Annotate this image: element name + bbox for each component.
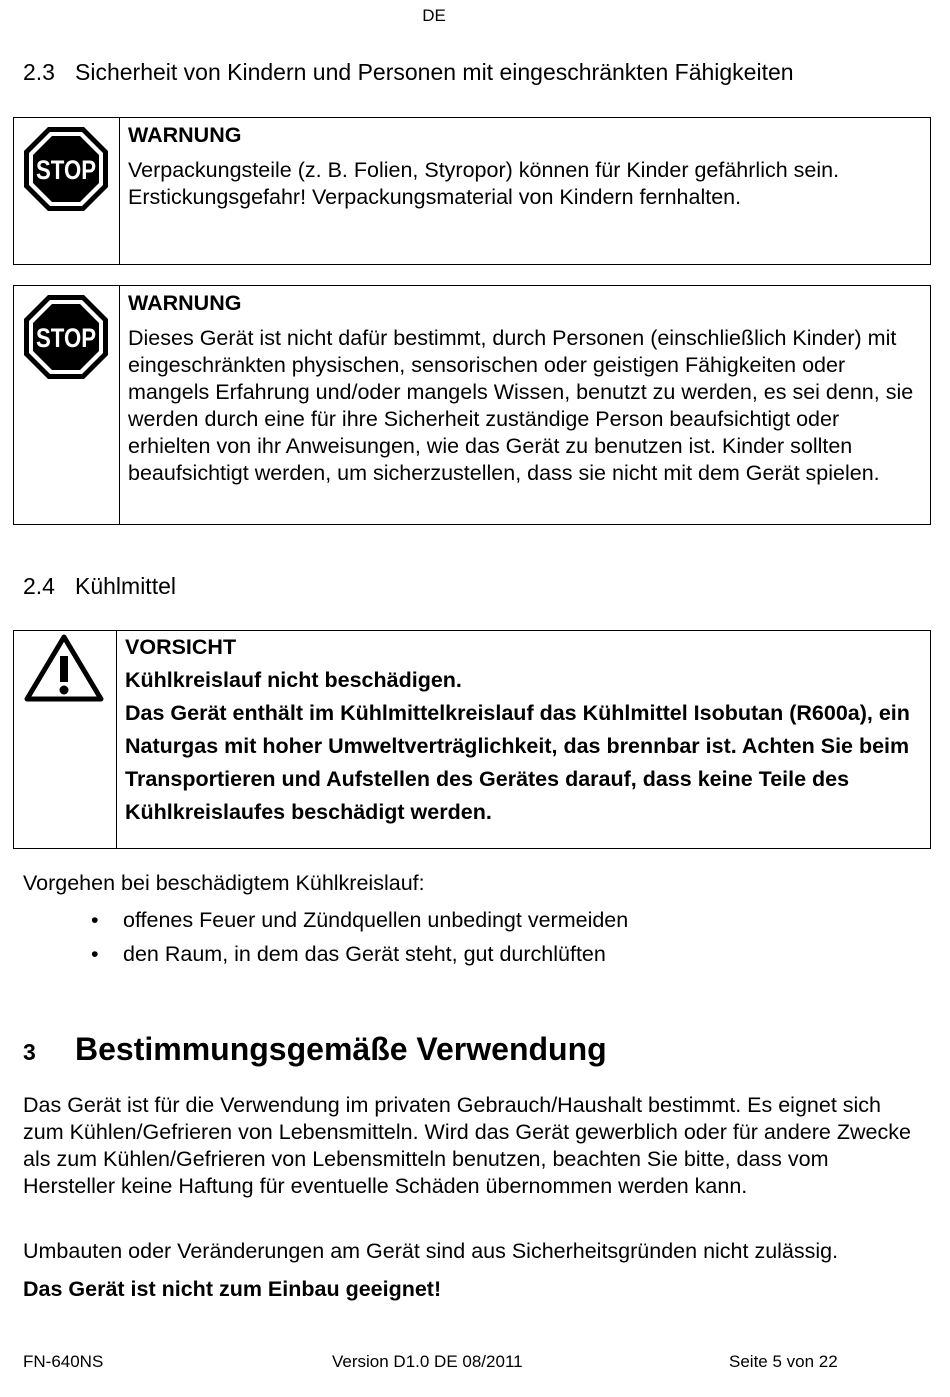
- bullet-icon: •: [91, 942, 99, 966]
- caution-box-refrigerant: [13, 630, 931, 849]
- stop-sign-icon: [23, 294, 109, 380]
- section-number: 3: [23, 1039, 36, 1065]
- footer-version: Version D1.0 DE 08/2011: [332, 1352, 523, 1371]
- warning-box-persons: [13, 285, 931, 525]
- footer-page: Seite 5 von 22: [729, 1352, 838, 1371]
- warning-icon-cell: [14, 118, 120, 264]
- usage-paragraph-1: Das Gerät ist für die Verwendung im privaten Gebrauch/Haushalt bestimmt. Es eignet sich zum Kühlen/Gefrieren von Lebensmitteln. Wird das Gerät gewerblich oder für andere Zwecke als zum Kühlen/Gefrieren von Lebensmitteln benutzen, beachten Sie bitte, dass vom Hersteller keine Haftung für eventuelle Schäden übernommen werden kann.: [23, 1093, 911, 1198]
- section-2-3-heading: [23, 59, 794, 86]
- caution-line1: Kühlkreislauf nicht beschädigen.: [125, 668, 462, 692]
- header-language: DE: [422, 6, 446, 25]
- warning-box-packaging: [13, 117, 931, 265]
- warning-triangle-icon: [24, 634, 104, 702]
- section-title: Kühlmittel: [75, 573, 176, 599]
- warning-text: Verpackungsteile (z. B. Folien, Styropor) können für Kinder gefährlich sein. Erstickungsgefahr! Verpackungsmaterial von Kindern fernhalten.: [128, 158, 840, 209]
- procedure-list: [23, 908, 628, 976]
- svg-text:STOP: STOP: [36, 155, 96, 185]
- svg-text:STOP: STOP: [36, 323, 96, 353]
- section-3-heading: [23, 1031, 607, 1068]
- list-item: [23, 908, 628, 942]
- list-item-text: offenes Feuer und Zündquellen unbedingt vermeiden: [123, 908, 629, 932]
- usage-paragraph-2: Umbauten oder Veränderungen am Gerät sind aus Sicherheitsgründen nicht zulässig.: [23, 1239, 839, 1263]
- list-item: [23, 942, 628, 976]
- section-number: 2.3: [23, 59, 55, 85]
- section-2-4-heading: [23, 573, 176, 600]
- footer-model: FN-640NS: [23, 1352, 104, 1371]
- caution-label: VORSICHT: [125, 635, 237, 659]
- section-title: Bestimmungsgemäße Verwendung: [75, 1031, 607, 1067]
- procedure-intro: Vorgehen bei beschädigtem Kühlkreislauf:: [23, 871, 425, 895]
- stop-sign-icon: [23, 126, 109, 212]
- usage-paragraph-3: Das Gerät ist nicht zum Einbau geeignet!: [23, 1277, 442, 1301]
- warning-label: WARNUNG: [128, 123, 242, 147]
- warning-label: WARNUNG: [128, 291, 242, 315]
- bullet-icon: •: [91, 908, 99, 932]
- caution-text: Das Gerät enthält im Kühlmittelkreislauf das Kühlmittel Isobutan (R600a), ein Naturgas mit hoher Umweltverträglichkeit, das brennbar ist. Achten Sie beim Transportieren und Aufstellen des Gerätes darauf, dass keine Teile des Kühlkreislaufes beschädigt werden.: [125, 701, 910, 824]
- warning-text: Dieses Gerät ist nicht dafür bestimmt, durch Personen (einschließlich Kinder) mit eingeschränkten physischen, sensorischen oder geistigen Fähigkeiten oder mangels Erfahrung und/oder mangels Wissen, benutzt zu werden, es sei denn, sie werden durch eine für ihre Sicherheit zuständige Person beaufsichtigt oder erhielten von ihr Anweisungen, wie das Gerät zu benutzen ist. Kinder sollten beaufsichtigt werden, um sicherzustellen, dass sie nicht mit dem Gerät spielen.: [128, 326, 914, 485]
- section-title: Sicherheit von Kindern und Personen mit eingeschränkten Fähigkeiten: [75, 59, 794, 85]
- caution-icon-cell: [14, 631, 117, 848]
- section-number: 2.4: [23, 573, 55, 599]
- list-item-text: den Raum, in dem das Gerät steht, gut durchlüften: [123, 942, 606, 966]
- warning-icon-cell: [14, 286, 120, 524]
